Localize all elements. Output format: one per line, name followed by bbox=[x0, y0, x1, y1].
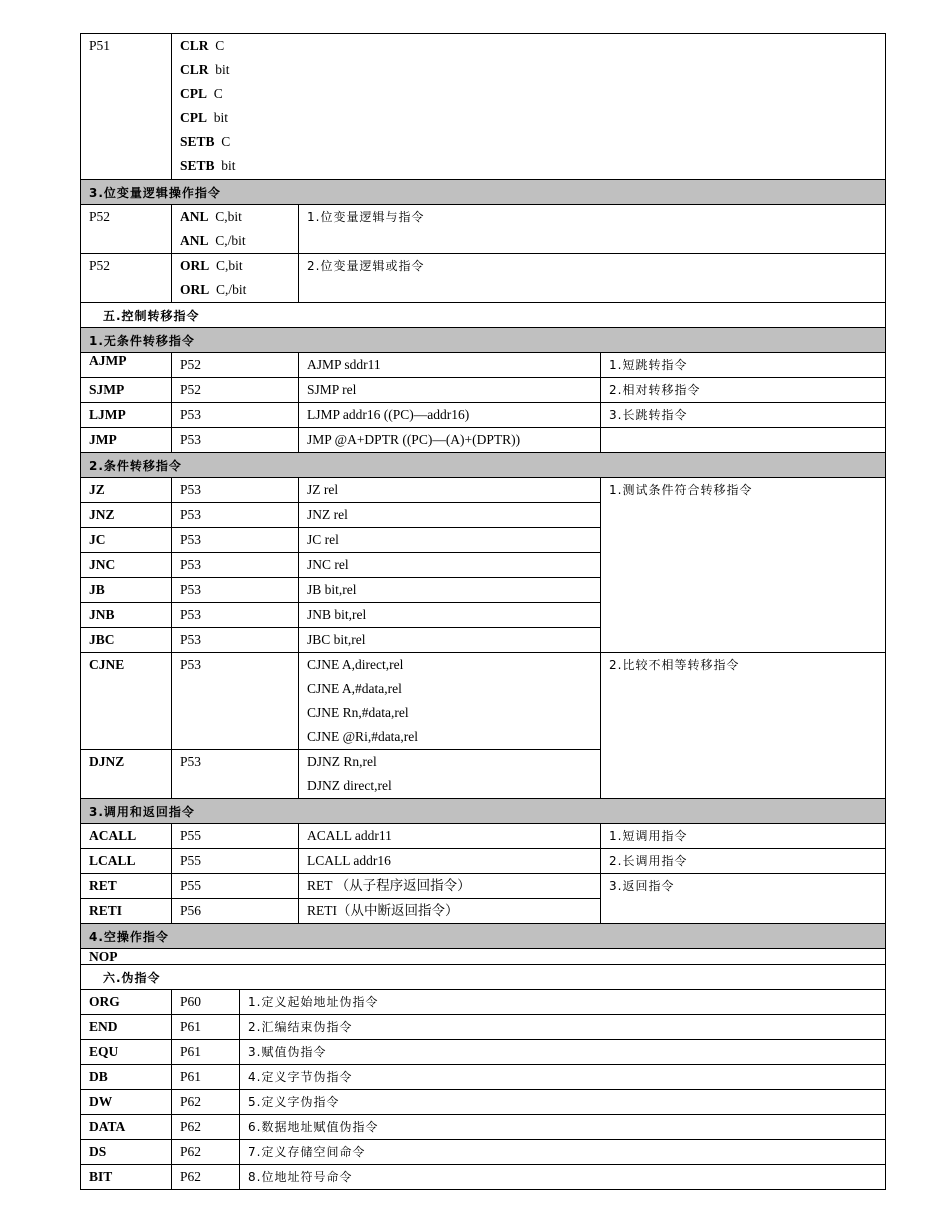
instruction-opcode: CLR bbox=[180, 62, 209, 77]
syntax-cell bbox=[298, 578, 600, 602]
syntax-cell bbox=[298, 628, 600, 652]
mnemonic-cell bbox=[81, 849, 171, 873]
mnemonic: JZ bbox=[89, 482, 105, 497]
syntax: ACALL addr11 bbox=[307, 828, 392, 843]
syntax: LJMP addr16 ((PC)—addr16) bbox=[307, 407, 470, 422]
conditional-block bbox=[80, 478, 886, 799]
instruction-row bbox=[80, 378, 886, 403]
desc-cell bbox=[600, 478, 885, 653]
desc-cell bbox=[239, 1065, 885, 1089]
desc-cell bbox=[298, 205, 885, 253]
desc-cell bbox=[600, 653, 885, 799]
page-cell bbox=[171, 503, 298, 527]
mnemonic-cell bbox=[81, 899, 171, 923]
syntax: JZ rel bbox=[307, 482, 339, 497]
page-cell bbox=[171, 628, 298, 652]
mnemonic-cell bbox=[81, 653, 171, 749]
instruction-cell bbox=[171, 34, 885, 179]
mnemonic-cell bbox=[81, 1015, 171, 1039]
page-ref: P52 bbox=[180, 357, 202, 372]
mnemonic: EQU bbox=[89, 1044, 119, 1059]
instruction-row bbox=[81, 603, 600, 628]
page-ref: P53 bbox=[180, 557, 202, 572]
section-header bbox=[80, 328, 886, 353]
instruction-line bbox=[180, 158, 885, 182]
mnemonic: JMP bbox=[89, 432, 117, 447]
instruction-operand: C,/bit bbox=[216, 282, 247, 297]
instruction-row bbox=[81, 653, 600, 750]
mnemonic: JBC bbox=[89, 632, 115, 647]
description: 1.位变量逻辑与指令 bbox=[307, 210, 425, 224]
nop-row bbox=[80, 949, 886, 965]
description: 1.短跳转指令 bbox=[609, 358, 688, 372]
desc-cell bbox=[239, 1015, 885, 1039]
page-cell bbox=[171, 849, 298, 873]
mnemonic-cell bbox=[81, 824, 171, 848]
instruction-operand: bit bbox=[215, 62, 230, 77]
page-ref: P53 bbox=[180, 607, 202, 622]
section-title: 2.条件转移指令 bbox=[89, 459, 182, 473]
page-cell bbox=[171, 1140, 239, 1164]
page-cell bbox=[171, 553, 298, 577]
syntax-cell bbox=[298, 824, 600, 848]
instruction-row bbox=[80, 874, 886, 899]
syntax: JNZ rel bbox=[307, 507, 348, 522]
mnemonic-cell bbox=[81, 503, 171, 527]
syntax-cell bbox=[298, 428, 600, 452]
instruction-opcode: ORL bbox=[180, 282, 210, 297]
syntax: DJNZ direct,rel bbox=[307, 778, 392, 793]
desc-cell bbox=[600, 353, 885, 377]
description: 3.赋值伪指令 bbox=[248, 1045, 327, 1059]
bit-ops-row bbox=[80, 33, 886, 180]
mnemonic-cell bbox=[81, 378, 171, 402]
instruction-line bbox=[180, 209, 298, 233]
mnemonic: JB bbox=[89, 582, 105, 597]
page-ref: P53 bbox=[180, 482, 202, 497]
instruction-operand: C,bit bbox=[216, 258, 243, 273]
page-cell bbox=[171, 824, 298, 848]
page-cell bbox=[171, 990, 239, 1014]
page-cell bbox=[171, 1165, 239, 1189]
instruction-row bbox=[81, 503, 600, 528]
instruction-row bbox=[81, 528, 600, 553]
bit-logic-row bbox=[80, 205, 886, 254]
section-title: 1.无条件转移指令 bbox=[89, 334, 195, 348]
instruction-line bbox=[180, 110, 885, 134]
mnemonic: RET bbox=[89, 878, 117, 893]
mnemonic: AJMP bbox=[89, 353, 127, 368]
instruction-row bbox=[80, 428, 886, 453]
mnemonic-cell bbox=[81, 553, 171, 577]
heading-title: 五.控制转移指令 bbox=[103, 309, 200, 323]
mnemonic: RETI bbox=[89, 903, 123, 918]
mnemonic-cell bbox=[81, 1090, 171, 1114]
instruction-opcode: ANL bbox=[180, 233, 209, 248]
page-ref: P62 bbox=[180, 1169, 202, 1184]
mnemonic-cell bbox=[81, 1140, 171, 1164]
description: 1.短调用指令 bbox=[609, 829, 688, 843]
page-ref: P61 bbox=[180, 1044, 202, 1059]
mnemonic-cell bbox=[81, 578, 171, 602]
page-cell bbox=[171, 353, 298, 377]
desc-cell bbox=[239, 1140, 885, 1164]
page-cell bbox=[171, 1115, 239, 1139]
page-cell bbox=[171, 428, 298, 452]
description: 8.位地址符号命令 bbox=[248, 1170, 353, 1184]
instruction-operand: bit bbox=[213, 110, 229, 125]
syntax-cell bbox=[298, 528, 600, 552]
mnemonic-cell bbox=[81, 1165, 171, 1189]
syntax: CJNE A,#data,rel bbox=[307, 681, 402, 696]
mnemonic: SJMP bbox=[89, 382, 125, 397]
page-ref: P53 bbox=[180, 532, 202, 547]
mnemonic: ACALL bbox=[89, 828, 137, 843]
page-cell bbox=[171, 874, 298, 899]
page-cell bbox=[171, 578, 298, 602]
instruction-line bbox=[180, 258, 298, 282]
description: 1.定义起始地址伪指令 bbox=[248, 995, 379, 1009]
syntax: CJNE Rn,#data,rel bbox=[307, 705, 409, 720]
syntax: JMP @A+DPTR ((PC)—(A)+(DPTR)) bbox=[307, 432, 521, 447]
desc-cell bbox=[600, 428, 885, 452]
desc-cell bbox=[239, 1165, 885, 1189]
pseudo-row bbox=[80, 1090, 886, 1115]
instruction-row bbox=[80, 403, 886, 428]
desc-cell bbox=[239, 1040, 885, 1064]
page-cell bbox=[81, 34, 171, 179]
page-ref: P53 bbox=[180, 754, 202, 769]
desc-cell bbox=[239, 1115, 885, 1139]
mnemonic-cell bbox=[81, 750, 171, 798]
page-ref: P52 bbox=[89, 258, 111, 273]
page-ref: P62 bbox=[180, 1094, 202, 1109]
page-cell bbox=[171, 603, 298, 627]
instruction-row bbox=[81, 628, 600, 653]
page-cell bbox=[171, 1040, 239, 1064]
syntax-cell bbox=[298, 378, 600, 402]
instruction-opcode: CPL bbox=[180, 110, 207, 125]
syntax-cell bbox=[298, 653, 600, 749]
mnemonic-cell bbox=[81, 428, 171, 452]
syntax-cell bbox=[298, 478, 600, 502]
page-ref: P55 bbox=[180, 828, 202, 843]
mnemonic-cell bbox=[81, 949, 885, 964]
pseudo-row bbox=[80, 1140, 886, 1165]
syntax-cell bbox=[298, 553, 600, 577]
instruction-row bbox=[81, 578, 600, 603]
mnemonic: JNZ bbox=[89, 507, 115, 522]
heading-title: 六.伪指令 bbox=[103, 971, 161, 985]
page-ref: P62 bbox=[180, 1144, 202, 1159]
instruction-cell bbox=[171, 254, 298, 302]
page-ref: P52 bbox=[180, 382, 202, 397]
page-cell bbox=[171, 1065, 239, 1089]
instruction-row bbox=[80, 353, 886, 378]
instruction-opcode: CLR bbox=[180, 38, 209, 53]
instruction-operand: C bbox=[215, 38, 225, 53]
description: 6.数据地址赋值伪指令 bbox=[248, 1120, 379, 1134]
pseudo-row bbox=[80, 1015, 886, 1040]
page-cell bbox=[171, 750, 298, 798]
section-header bbox=[80, 799, 886, 824]
mnemonic-cell bbox=[81, 874, 171, 899]
description: 3.长跳转指令 bbox=[609, 408, 688, 422]
syntax-cell bbox=[298, 874, 600, 899]
mnemonic-cell bbox=[81, 1115, 171, 1139]
pseudo-row bbox=[80, 1165, 886, 1190]
syntax: CJNE @Ri,#data,rel bbox=[307, 729, 419, 744]
syntax: RET （从子程序返回指令） bbox=[307, 878, 471, 893]
instruction-opcode: ORL bbox=[180, 258, 210, 273]
page-cell bbox=[171, 899, 298, 923]
instruction-line bbox=[180, 86, 885, 110]
instruction-operand: bit bbox=[221, 158, 236, 173]
instruction-operand: C bbox=[221, 134, 231, 149]
mnemonic: DJNZ bbox=[89, 754, 125, 769]
pseudo-row bbox=[80, 1115, 886, 1140]
page-cell bbox=[171, 1015, 239, 1039]
mnemonic-cell bbox=[81, 628, 171, 652]
mnemonic-cell bbox=[81, 603, 171, 627]
instruction-operand: C,/bit bbox=[215, 233, 246, 248]
pseudo-row bbox=[80, 1040, 886, 1065]
instruction-opcode: SETB bbox=[180, 134, 215, 149]
desc-cell bbox=[239, 990, 885, 1014]
page-ref: P60 bbox=[180, 994, 202, 1009]
section-title: 3.调用和返回指令 bbox=[89, 805, 195, 819]
mnemonic-cell bbox=[81, 353, 171, 377]
section-title: 4.空操作指令 bbox=[89, 930, 169, 944]
description: 2.汇编结束伪指令 bbox=[248, 1020, 353, 1034]
instruction-operand: C bbox=[213, 86, 223, 101]
mnemonic: JC bbox=[89, 532, 106, 547]
syntax: JB bit,rel bbox=[307, 582, 357, 597]
page-ref: P52 bbox=[89, 209, 111, 224]
description: 2.相对转移指令 bbox=[609, 383, 701, 397]
page-ref: P61 bbox=[180, 1069, 202, 1084]
mnemonic-cell bbox=[81, 1065, 171, 1089]
mnemonic: END bbox=[89, 1019, 118, 1034]
page-ref: P53 bbox=[180, 432, 202, 447]
mnemonic: LCALL bbox=[89, 853, 136, 868]
syntax: LCALL addr16 bbox=[307, 853, 391, 868]
page-ref: P55 bbox=[180, 878, 202, 893]
syntax: DJNZ Rn,rel bbox=[307, 754, 377, 769]
page-cell bbox=[171, 1090, 239, 1114]
instruction-line bbox=[180, 134, 885, 158]
page-ref: P51 bbox=[89, 38, 111, 53]
mnemonic: CJNE bbox=[89, 657, 125, 672]
description: 3.返回指令 bbox=[609, 879, 675, 893]
instruction-row bbox=[81, 750, 600, 799]
desc-cell bbox=[239, 1090, 885, 1114]
instruction-line bbox=[180, 62, 885, 86]
page-cell bbox=[81, 254, 171, 302]
instruction-opcode: SETB bbox=[180, 158, 215, 173]
syntax: RETI（从中断返回指令） bbox=[307, 903, 459, 918]
page-ref: P53 bbox=[180, 582, 202, 597]
instruction-opcode: ANL bbox=[180, 209, 209, 224]
instruction-row bbox=[80, 824, 886, 849]
mnemonic: DW bbox=[89, 1094, 113, 1109]
page-ref: P56 bbox=[180, 903, 202, 918]
mnemonic: BIT bbox=[89, 1169, 113, 1184]
syntax-cell bbox=[298, 403, 600, 427]
description: 2.比较不相等转移指令 bbox=[609, 658, 740, 672]
page-ref: P53 bbox=[180, 657, 202, 672]
mnemonic-cell bbox=[81, 1040, 171, 1064]
description: 5.定义字伪指令 bbox=[248, 1095, 340, 1109]
syntax: JNB bit,rel bbox=[307, 607, 367, 622]
desc-cell bbox=[600, 824, 885, 848]
instruction-opcode: CPL bbox=[180, 86, 207, 101]
description: 2.位变量逻辑或指令 bbox=[307, 259, 425, 273]
page-cell bbox=[81, 205, 171, 253]
syntax: CJNE A,direct,rel bbox=[307, 657, 404, 672]
bit-logic-row bbox=[80, 254, 886, 303]
page-ref: P61 bbox=[180, 1019, 202, 1034]
section-title: 3.位变量逻辑操作指令 bbox=[89, 186, 221, 200]
page-cell bbox=[171, 528, 298, 552]
syntax: AJMP sddr11 bbox=[307, 357, 381, 372]
page-ref: P55 bbox=[180, 853, 202, 868]
description: 4.定义字节伪指令 bbox=[248, 1070, 353, 1084]
instruction-row bbox=[80, 849, 886, 874]
syntax-cell bbox=[298, 603, 600, 627]
description: 7.定义存储空间命令 bbox=[248, 1145, 366, 1159]
desc-cell bbox=[298, 254, 885, 302]
desc-cell bbox=[600, 403, 885, 427]
desc-cell bbox=[600, 849, 885, 873]
syntax-cell bbox=[298, 353, 600, 377]
syntax-cell bbox=[298, 849, 600, 873]
page-ref: P62 bbox=[180, 1119, 202, 1134]
page-cell bbox=[171, 478, 298, 502]
instruction-line bbox=[180, 38, 885, 62]
mnemonic-cell bbox=[81, 528, 171, 552]
mnemonic: LJMP bbox=[89, 407, 126, 422]
description: 1.测试条件符合转移指令 bbox=[609, 483, 753, 497]
mnemonic: ORG bbox=[89, 994, 120, 1009]
syntax: JBC bit,rel bbox=[307, 632, 366, 647]
mnemonic-cell bbox=[81, 990, 171, 1014]
mnemonic: JNB bbox=[89, 607, 115, 622]
instruction-operand: C,bit bbox=[215, 209, 242, 224]
pseudo-row bbox=[80, 1065, 886, 1090]
mnemonic-cell bbox=[81, 478, 171, 502]
mnemonic: DATA bbox=[89, 1119, 126, 1134]
section-header bbox=[80, 180, 886, 205]
instruction-row bbox=[81, 553, 600, 578]
page-cell bbox=[171, 403, 298, 427]
page-cell bbox=[171, 653, 298, 749]
mnemonic-cell bbox=[81, 403, 171, 427]
description: 2.长调用指令 bbox=[609, 854, 688, 868]
syntax: JNC rel bbox=[307, 557, 349, 572]
instruction-row bbox=[81, 478, 600, 503]
desc-cell bbox=[600, 378, 885, 402]
mnemonic: DS bbox=[89, 1144, 107, 1159]
page-ref: P53 bbox=[180, 632, 202, 647]
page-cell bbox=[171, 378, 298, 402]
pseudo-heading bbox=[80, 965, 886, 990]
page-ref: P53 bbox=[180, 407, 202, 422]
instruction-row bbox=[80, 899, 886, 924]
mnemonic: JNC bbox=[89, 557, 116, 572]
control-transfer-heading bbox=[80, 303, 886, 328]
page-ref: P53 bbox=[180, 507, 202, 522]
syntax-cell bbox=[298, 750, 600, 798]
syntax-cell bbox=[298, 899, 600, 923]
syntax-cell bbox=[298, 503, 600, 527]
section-header bbox=[80, 924, 886, 949]
syntax: JC rel bbox=[307, 532, 339, 547]
instruction-cell bbox=[171, 205, 298, 253]
section-header bbox=[80, 453, 886, 478]
syntax: SJMP rel bbox=[307, 382, 357, 397]
mnemonic: NOP bbox=[89, 949, 118, 964]
pseudo-row bbox=[80, 990, 886, 1015]
mnemonic: DB bbox=[89, 1069, 108, 1084]
